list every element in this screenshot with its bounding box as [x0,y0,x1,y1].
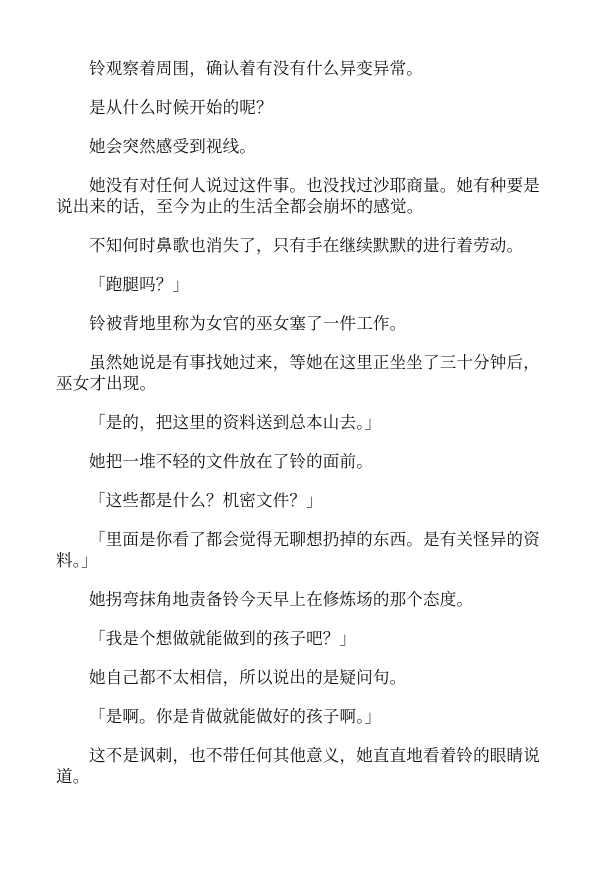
dialogue-line: 「跑腿吗？」 [89,275,190,294]
dialogue-line: 「是啊。你是肯做就能做好的孩子啊。」 [89,707,382,726]
paragraph: 这不是讽刺，也不带任何其他意义，她直直地看着铃的眼睛说道。 [56,746,540,786]
dialogue-line: 「是的，把这里的资料送到总本山去。」 [89,413,382,432]
dialogue-line: 「这些都是什么？机密文件？」 [89,491,323,510]
paragraph: 她会突然感受到视线。 [89,137,256,156]
dialogue-line: 「里面是你看了都会觉得无聊想扔掉的东西。是有关怪异的资料。」 [56,530,540,570]
paragraph: 铃观察着周围，确认着有没有什么异变异常。 [89,59,423,78]
paragraph: 是从什么时候开始的呢？ [89,98,273,117]
paragraph: 铃被背地里称为女官的巫女塞了一件工作。 [89,314,407,333]
paragraph: 她自己都不太相信，所以说出的是疑问句。 [89,668,407,687]
paragraph: 不知何时鼻歌也消失了，只有手在继续默默的进行着劳动。 [89,236,524,255]
paragraph: 她把一堆不轻的文件放在了铃的面前。 [89,452,373,471]
paragraph: 她没有对任何人说过这件事。也没找过沙耶商量。她有种要是说出来的话，至今为止的生活全都会崩坏的感觉。 [56,176,540,216]
paragraph: 她拐弯抹角地责备铃今天早上在修炼场的那个态度。 [89,590,474,609]
document-page [56,58,556,805]
dialogue-line: 「我是个想做就能做到的孩子吧？」 [89,629,357,648]
paragraph: 虽然她说是有事找她过来，等她在这里正坐坐了三十分钟后，巫女才出现。 [56,353,540,393]
